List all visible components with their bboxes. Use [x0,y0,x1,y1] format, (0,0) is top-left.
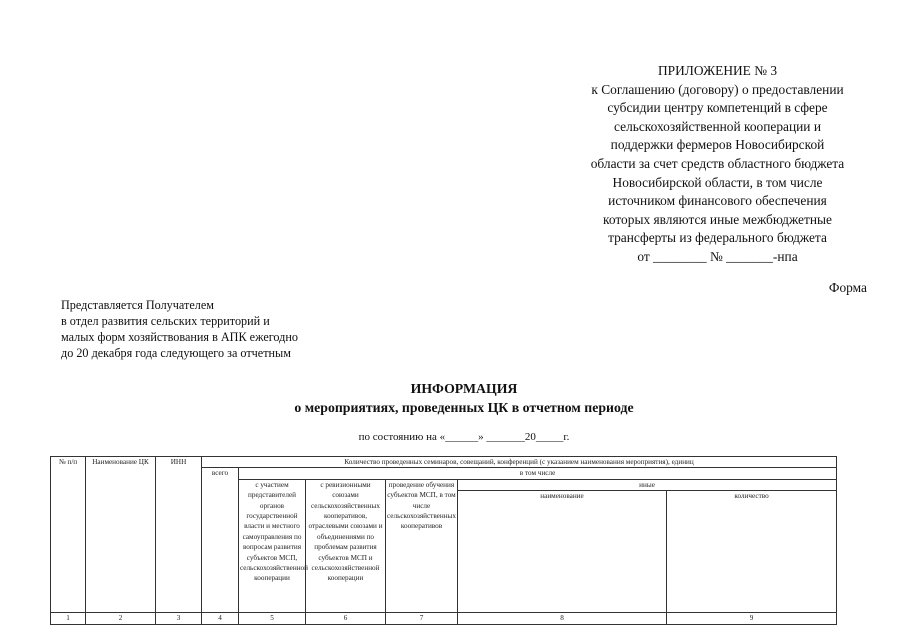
title-main: ИНФОРМАЦИЯ [410,381,518,396]
header-inn: ИНН [156,457,202,613]
submission-line: Представляется Получателем [61,298,214,312]
column-number: 4 [202,613,239,624]
header-total: всего [202,468,239,613]
appendix-line: трансферты из федерального бюджета [608,230,827,246]
column-numbers-row [51,613,837,624]
header-with-authorities: с участием представителей органов государственной власти и местного самоуправления по вопросам развития субъектов МСП, сельскохозяйственной кооперации [239,479,306,612]
header-events-count: Количество проведенных семинаров, совещаний, конференций (с указанием наименования мероприятия), единиц [202,457,837,468]
submission-line: в отдел развития сельских территорий и [61,314,270,328]
submission-line: до 20 декабря года следующего за отчетным [61,346,291,360]
column-number: 8 [458,613,667,624]
header-with-unions: с ревизионными союзами сельскохозяйственных кооперативов, отраслевыми союзами и объединениями по проблемам развития субъектов МСП и сельскохозяйственной кооперации [306,479,386,612]
appendix-line: субсидии центру компетенций в сфере [607,100,828,116]
appendix-line: которых являются иные межбюджетные [603,211,832,227]
appendix-line: Новосибирской области, в том числе [612,174,823,190]
appendix-block [560,62,875,267]
column-number: 7 [386,613,458,624]
column-number: 6 [306,613,386,624]
header-including: в том числе [239,468,837,479]
header-other-name: наименование [458,491,667,613]
header-center-name: Наименование ЦК [86,457,156,613]
header-other-quantity: количество [667,491,837,613]
column-number: 5 [239,613,306,624]
column-number: 2 [86,613,156,624]
header-training: проведение обучения субъектов МСП, в том числе сельскохозяйственных кооперативов [386,479,458,612]
column-number: 1 [51,613,86,624]
title-sub: о мероприятиях, проведенных ЦК в отчетном периоде [294,400,634,415]
report-table [50,456,837,625]
appendix-line: поддержки фермеров Новосибирской [610,137,825,153]
submission-note [61,297,298,361]
appendix-date-number: от ________ № _______-нпа [637,248,798,264]
appendix-line: сельскохозяйственной кооперации и [614,118,821,134]
document-title [0,379,905,417]
column-number: 9 [667,613,837,624]
header-row-number: № п/п [51,457,86,613]
appendix-line: области за счет средств областного бюджета [590,155,845,171]
appendix-line: к Соглашению (договору) о предоставлении [591,81,844,97]
appendix-line: источником финансового обеспечения [608,193,827,209]
column-number: 3 [156,613,202,624]
as-of-date: по состоянию на «______» _______20_____г. [358,431,570,443]
header-other: иные [458,479,837,490]
form-label: Форма [828,280,867,295]
appendix-heading: ПРИЛОЖЕНИЕ № 3 [657,63,778,78]
submission-line: малых форм хозяйствования в АПК ежегодно [61,330,298,344]
